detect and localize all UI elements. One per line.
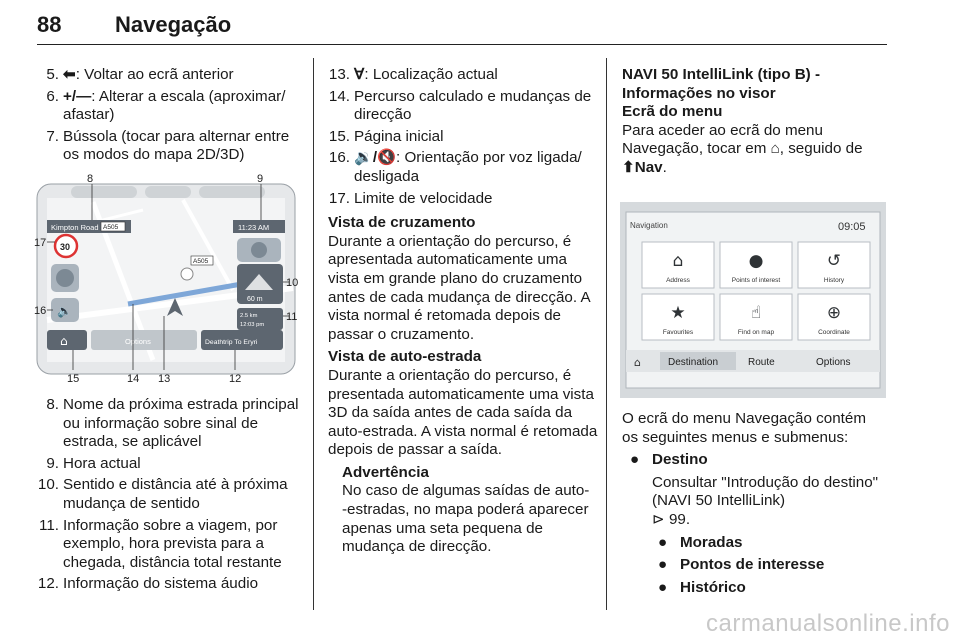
callout-11: 11 (286, 311, 298, 323)
list-item-14: 14. Percurso calculado e mudanças de direcção (328, 87, 592, 124)
list-item-10: 10. Sentido e distância até à próxima mudança de sentido (37, 476, 288, 512)
bullet-icon: ● (658, 533, 668, 551)
list-item-13: 13. Ɐ: Localização actual (328, 66, 498, 83)
advice-text: No caso de algumas saídas de auto- -estradas, no mapa poderá aparecer apenas uma seta pequena de mudança de direcção. (342, 482, 590, 556)
tab-options: Options (816, 357, 851, 368)
list-item-17: 17. Limite de velocidade (328, 189, 493, 207)
page-header (37, 10, 887, 45)
callout-10: 10 (286, 277, 299, 289)
column-3-lower (622, 410, 886, 601)
callout-13: 13 (158, 373, 171, 384)
sub-item-moradas: ● Moradas (658, 533, 743, 551)
find-on-map-icon: ☝ (750, 303, 762, 323)
column-3 (622, 66, 886, 182)
tab-route: Route (748, 357, 775, 368)
menu-tile-label: Find on map (737, 329, 775, 336)
motorway-view-heading: Vista de auto-estrada (328, 348, 482, 366)
zoom-icon: +/— (63, 87, 92, 105)
menu-tile-label: Favourites (662, 329, 694, 336)
nav-screen-clock: 09:05 (838, 221, 866, 233)
menu-tile-label: History (823, 277, 845, 284)
coordinate-icon: ⊕ (826, 303, 842, 323)
callout-17: 17 (34, 237, 47, 249)
nav-label: Nav (634, 158, 663, 176)
menu-tile-coordinate[interactable] (798, 294, 870, 340)
home-icon: ⌂ (770, 140, 780, 158)
callout-16: 16 (34, 305, 47, 317)
voice-guidance-icon: 🔉/🔇 (354, 149, 397, 167)
destino-text: Consultar "Introdução do destino" (NAVI 50 IntelliLink) ⊳ 99. (652, 473, 879, 528)
destino-item: ● Destino (630, 451, 708, 469)
menu-tile-history[interactable] (798, 242, 870, 288)
nav-arrow-icon: ⬆ (622, 158, 635, 176)
bullet-icon: ● (630, 451, 640, 469)
speed-limit-value: 30 (60, 242, 71, 252)
list-item-8: 8. Nome da próxima estrada principal ou informação sobre sinal de estrada, se aplicável (46, 396, 299, 451)
list-item-9: 9. Hora actual (46, 454, 141, 472)
menu-intro-text: O ecrã do menu Navegação contém os seguintes menus e submenus: (622, 410, 866, 446)
road-name-label: Kimpton Road (51, 223, 99, 232)
list-item-11: 11. Informação sobre a viagem, por exemplo, hora prevista para a chegada, distância total restante (39, 516, 282, 571)
points-of-interest-icon: ● (748, 251, 764, 271)
options-button-label: Options (125, 337, 151, 346)
menu-tile-favourites[interactable] (642, 294, 714, 340)
column-divider-1 (313, 58, 314, 610)
clock-label: 11:23 AM (238, 223, 270, 232)
trip-distance-label: 2.5 km (240, 313, 258, 319)
list-item-5: 5. ⬅: Voltar ao ecrã anterior (46, 66, 234, 83)
road-ref-label: A505 (103, 224, 119, 231)
section-heading: NAVI 50 IntelliLink (tipo B) - Informações no visor (622, 66, 821, 102)
page-title: Navegação (115, 12, 232, 37)
callout-15: 15 (67, 373, 80, 384)
callout-8: 8 (87, 173, 94, 185)
favourites-icon: ★ (670, 303, 686, 323)
column-1-lower (37, 396, 305, 597)
turn-distance-label: 60 m (247, 296, 263, 303)
sub-item-poi: ● Pontos de interesse (658, 556, 825, 574)
menu-screen-heading: Ecrã do menu (622, 103, 723, 121)
list-item-12: 12. Informação do sistema áudio (37, 575, 259, 593)
tab-destination: Destination (668, 357, 719, 368)
menu-tile-label: Coordinate (818, 329, 850, 336)
junction-view-heading: Vista de cruzamento (328, 214, 476, 232)
home-icon: ⌂ (60, 334, 68, 348)
menu-screen-text: Para aceder ao ecrã do menu Navegação, tocar em ⌂, seguido de ⬆Nav. (622, 121, 863, 176)
map-road-label: A505 (193, 258, 209, 265)
list-item-6: 6. +/—: Alterar a escala (aproximar/ afastar) (46, 87, 286, 124)
sub-item-historico: ● Histórico (658, 578, 746, 596)
advice-box (328, 464, 598, 557)
motorway-view-text: Durante a orientação do percurso, é presentada automaticamente uma vista 3D da saída antes de cada saída da auto-estrada. A vista normal é retomada depois de passar a saída. (328, 366, 598, 459)
advice-heading: Advertência (342, 463, 429, 481)
nav-screen-title: Navigation (630, 221, 668, 230)
column-divider-2 (606, 58, 607, 610)
bullet-icon: ● (658, 578, 668, 596)
page-number: 88 (37, 12, 62, 37)
trip-eta-label: 12:03 pm (240, 322, 265, 328)
voice-toggle-icon: 🔈 (57, 304, 72, 318)
list-item-15: 15. Página inicial (328, 127, 444, 145)
list-item-7: 7. Bússola (tocar para alternar entre os modos do mapa 2D/3D) (46, 127, 290, 164)
history-icon: ↺ (826, 251, 842, 271)
home-tab-icon: ⌂ (634, 356, 641, 369)
column-2 (328, 66, 598, 557)
menu-tile-find-on-map[interactable] (720, 294, 792, 340)
navigation-map-screenshot (33, 170, 299, 384)
bullet-icon: ● (658, 556, 668, 574)
list-item-16: 16. 🔉/🔇: Orientação por voz ligada/ desligada (328, 149, 582, 185)
watermark: carmanualsonline.info (706, 610, 950, 637)
page-ref-icon: ⊳ (652, 510, 665, 528)
current-location-icon: Ɐ (354, 66, 365, 83)
navigation-menu-screenshot (620, 202, 886, 398)
menu-tile-address[interactable] (642, 242, 714, 288)
audio-info-label: Deathtrip To Eryri (205, 339, 258, 346)
callout-14: 14 (127, 373, 140, 384)
menu-tile-points-of-interest[interactable] (720, 242, 792, 288)
address-icon: ⌂ (672, 251, 684, 271)
column-1 (37, 66, 305, 168)
menu-tile-label: Address (666, 277, 690, 284)
junction-view-text: Durante a orientação do percurso, é apresentada automaticamente uma vista em grande plano do cruzamento antes de cada mudança de direcção. A vista normal é retomada depois de passar o cruzamento. (328, 232, 590, 343)
menu-tile-label: Points of interest (731, 277, 781, 284)
back-arrow-icon: ⬅ (63, 66, 76, 83)
callout-12: 12 (229, 373, 242, 384)
callout-9: 9 (257, 173, 264, 185)
